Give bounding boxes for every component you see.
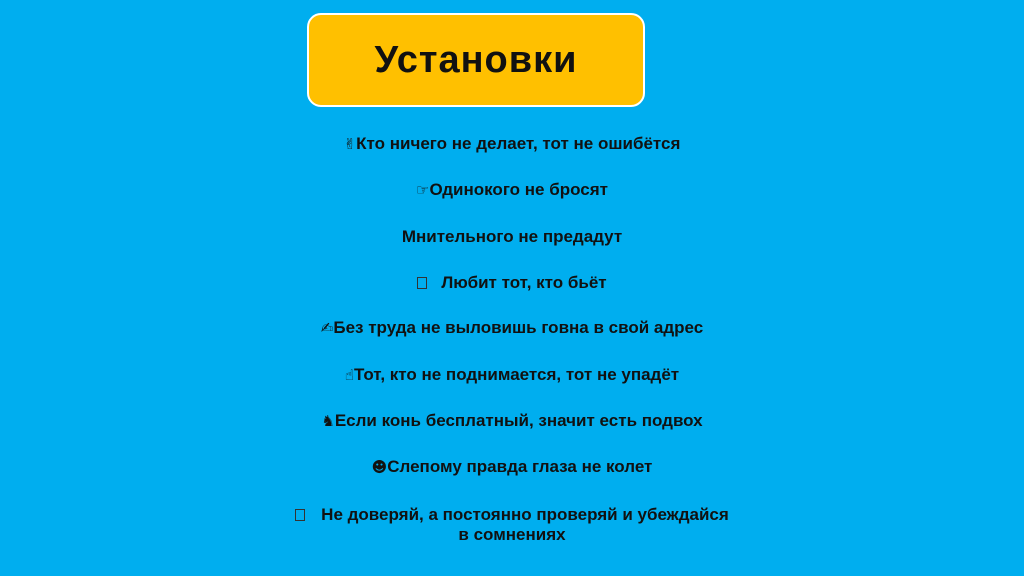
missing-glyph-icon xyxy=(295,509,305,521)
list-item xyxy=(212,180,812,200)
slide-title: Установки xyxy=(374,38,578,81)
list-item xyxy=(212,457,812,477)
list-item-text: Слепому правда глаза не колет xyxy=(387,457,653,476)
list-item xyxy=(212,134,812,154)
pointing-finger-icon: ☝ xyxy=(344,366,354,384)
list-item-text: Если конь бесплатный, значит есть подвох xyxy=(334,411,703,430)
list-item-text: Кто ничего не делает, тот не ошибётся xyxy=(356,134,681,153)
horse-icon: ♞ xyxy=(321,412,335,430)
list-item xyxy=(212,318,812,338)
pointing-hand-icon: ☞ xyxy=(416,181,430,199)
blindfold-face-icon: ☻ xyxy=(371,458,388,476)
writing-hand-icon: ✍ xyxy=(320,319,334,337)
list-item xyxy=(212,505,812,545)
list-item-text: Любит тот, кто бьёт xyxy=(441,273,607,292)
list-item-text: Тот, кто не поднимается, тот не упадёт xyxy=(354,365,680,384)
list-item-text: Мнительного не предадут xyxy=(401,227,623,246)
list-item xyxy=(212,273,812,293)
victory-hand-icon: ✌ xyxy=(343,135,357,153)
list-item xyxy=(212,365,812,385)
list-item-text-continuation: в сомнениях xyxy=(458,525,566,544)
missing-glyph-icon xyxy=(417,277,427,289)
list-item-text: Не доверяй, а постоянно проверяй и убеждайся xyxy=(321,505,729,524)
title-box xyxy=(307,13,645,107)
list-item-text: Одинокого не бросят xyxy=(429,180,608,199)
list-item xyxy=(212,227,812,247)
list-item-text: Без труда не выловишь говна в свой адрес xyxy=(333,318,704,337)
list-item xyxy=(212,411,812,431)
